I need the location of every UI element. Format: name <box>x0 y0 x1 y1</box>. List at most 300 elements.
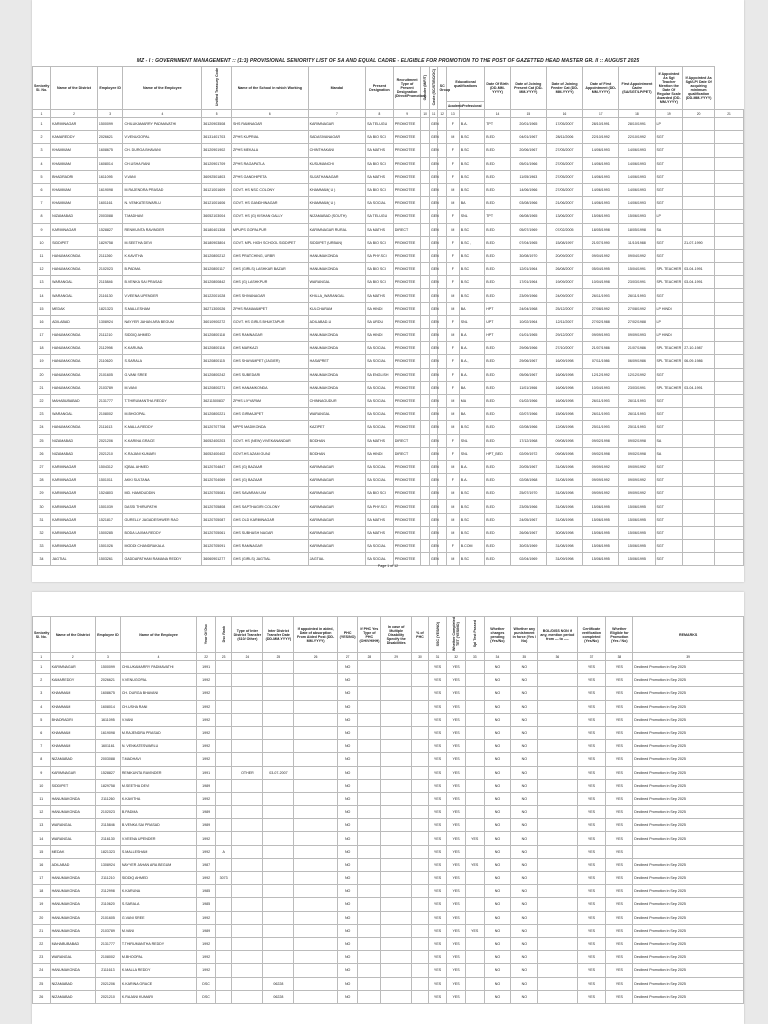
table2-header-cell: REMARKS <box>633 617 744 653</box>
table-cell: V.VEENA UPENDER <box>123 289 202 302</box>
table-cell <box>715 315 744 328</box>
table-cell <box>465 806 484 819</box>
table-cell: 09/02/1998 <box>583 434 619 447</box>
table-cell <box>358 845 381 858</box>
table-cell: PROMOTEE <box>393 368 421 381</box>
table-row <box>33 792 744 805</box>
table-cell: NO <box>511 779 538 792</box>
table-cell <box>438 368 447 381</box>
table-cell: 18/05/1998 <box>583 223 619 236</box>
table-cell: YES <box>606 898 633 911</box>
table-cell: 15/06/1995 <box>619 500 655 513</box>
table-cell: NO <box>511 911 538 924</box>
table-cell: 06228 <box>263 990 294 1003</box>
table-cell: NO <box>484 911 511 924</box>
table-cell: HANUMAKONDA <box>50 872 95 885</box>
table-cell <box>412 977 429 990</box>
table-cell <box>683 447 715 460</box>
table-cell <box>465 845 484 858</box>
table-cell: NO <box>484 924 511 937</box>
table-cell <box>263 924 294 937</box>
table-cell: OTHER <box>232 766 263 779</box>
table-cell: 31/08/1998 <box>546 460 582 473</box>
table-cell: GHS (GIRLS) LASHKAR BAZAR <box>232 263 309 276</box>
table-cell: SGT <box>655 408 683 421</box>
table-cell <box>683 513 715 526</box>
table-cell <box>412 674 429 687</box>
table-cell <box>538 872 577 885</box>
table-cell: NO <box>337 990 358 1003</box>
table1-header-cell: Employee ID <box>97 67 123 110</box>
table-cell <box>232 977 263 990</box>
table-cell <box>438 157 447 170</box>
table-cell <box>715 421 744 434</box>
table-cell: 2026621 <box>96 674 121 687</box>
table-cell: GEN <box>429 289 438 302</box>
table-cell: GEN <box>429 513 438 526</box>
table-cell: 1619098 <box>97 183 123 196</box>
table-cell: NO <box>511 687 538 700</box>
table-cell: 26/11/1993 <box>619 394 655 407</box>
table-cell: YES <box>428 832 447 845</box>
table-row <box>33 753 744 766</box>
table-cell: NO <box>337 885 358 898</box>
table-cell: 1528827 <box>96 766 121 779</box>
table-cell: M <box>446 289 459 302</box>
table-cell <box>715 540 744 553</box>
table-cell: K.KARINA GRACE <box>123 434 202 447</box>
table-cell: TPT <box>485 210 511 223</box>
table-cell: 36121001606 <box>202 197 232 210</box>
table-cell: 1989 <box>197 806 216 819</box>
table-cell: 25/11/1993 <box>619 421 655 434</box>
table-row <box>33 687 744 700</box>
table-cell: GOVT. HS GIRLS BHUKTAPUR <box>232 315 309 328</box>
table-cell: B.SC <box>459 526 485 539</box>
table-cell: YES <box>577 687 606 700</box>
table-cell: NO <box>484 792 511 805</box>
table-cell: SA MATHS <box>366 223 394 236</box>
table-cell: PROMOTEE <box>393 487 421 500</box>
table-cell: WARANGAL <box>50 832 95 845</box>
table-cell: NO <box>511 713 538 726</box>
table2-header-text: Dsc Rank <box>221 625 226 643</box>
table-cell: SA SOCIAL <box>366 474 394 487</box>
table-cell <box>381 951 412 964</box>
table-cell: 15/06/1993 <box>619 210 655 223</box>
table-cell <box>381 885 412 898</box>
table-cell: B.SC <box>459 289 485 302</box>
table-cell: YES <box>428 661 447 674</box>
table-cell: 36120800118 <box>202 329 232 342</box>
table-cell: YES <box>447 832 466 845</box>
table-cell: M <box>446 197 459 210</box>
document-page-2 <box>32 592 744 1024</box>
table2-header-cell: Whether any punishment in force (Yes / No) <box>511 617 538 653</box>
table-cell: N. VENKATESWARLU <box>123 197 202 210</box>
table-cell: 1992 <box>197 674 216 687</box>
table-cell: 03-04-1991 <box>683 381 715 394</box>
table-cell: YES <box>447 713 466 726</box>
table-cell: YES <box>606 885 633 898</box>
table-cell: 02/08/1968 <box>510 474 546 487</box>
table-cell: 33 <box>33 540 51 553</box>
table-row <box>33 434 744 447</box>
table-cell: M <box>446 131 459 144</box>
table-cell: NO <box>337 713 358 726</box>
table-cell: YES <box>577 845 606 858</box>
table-cell: 23/03/1991 <box>619 381 655 394</box>
table-cell: 2111613 <box>96 964 121 977</box>
table1-header-cell: If Appointed As Sgt/LP/ Date Of acquiring minimum qualification (DD-MM-YYYY) <box>683 67 715 110</box>
table-cell: 2021206 <box>97 434 123 447</box>
table-cell <box>538 713 577 726</box>
table-cell <box>465 674 484 687</box>
table-cell <box>538 661 577 674</box>
table-cell <box>421 434 430 447</box>
table-cell: HPT <box>485 302 511 315</box>
table-row <box>33 513 744 526</box>
table-cell <box>683 315 715 328</box>
table-cell <box>381 674 412 687</box>
table-cell: B.A. <box>459 474 485 487</box>
table-cell: B.ED <box>485 421 511 434</box>
table-cell <box>438 421 447 434</box>
table2-header-cell <box>215 617 232 653</box>
table-cell: 1992 <box>197 687 216 700</box>
table-cell <box>381 964 412 977</box>
table-cell: 28 <box>33 474 51 487</box>
table-cell: 09/02/1998 <box>583 447 619 460</box>
table-cell: 26/11/1993 <box>583 394 619 407</box>
table-cell: B.ED <box>485 408 511 421</box>
table-cell: 36120800242 <box>202 368 232 381</box>
table-cell <box>215 661 232 674</box>
table2-column-number: 2 <box>50 653 95 661</box>
table-cell <box>358 977 381 990</box>
table-cell <box>232 753 263 766</box>
table1-column-number: 21 <box>715 110 744 118</box>
table-cell: 09/08/1998 <box>546 434 582 447</box>
table-cell <box>438 394 447 407</box>
table-cell: 6 <box>33 183 51 196</box>
table-cell: MODDI CHANDRAKALA <box>123 540 202 553</box>
table-cell <box>358 819 381 832</box>
table2-column-number: 23 <box>215 653 232 661</box>
table-cell: 09/09/1992 <box>619 474 655 487</box>
table-cell <box>683 183 715 196</box>
table-cell <box>538 779 577 792</box>
table-cell: 1992 <box>197 726 216 739</box>
table-cell: NO <box>511 819 538 832</box>
table-cell: NO <box>511 924 538 937</box>
table-cell: NO <box>511 753 538 766</box>
table-cell: 1991 <box>197 661 216 674</box>
table-cell <box>294 858 337 871</box>
table-cell: 15/06/1995 <box>619 553 655 566</box>
table-cell: 36122001028 <box>202 289 232 302</box>
table-cell <box>683 210 715 223</box>
table-cell <box>465 898 484 911</box>
table-cell: SGT <box>655 500 683 513</box>
table-cell: YES <box>428 990 447 1003</box>
table1-column-number-row <box>33 110 744 118</box>
table-cell: YES <box>577 806 606 819</box>
table-cell <box>465 937 484 950</box>
table-cell: NIZAMABAD <box>51 447 98 460</box>
table-cell <box>412 951 429 964</box>
table-cell: 2101605 <box>97 368 123 381</box>
table-cell: HANUMAKONDA <box>308 329 365 342</box>
table-cell: B.ED <box>485 183 511 196</box>
table-cell: NO <box>337 700 358 713</box>
table-cell: 09/09/1992 <box>619 487 655 500</box>
table-cell: 31 <box>33 513 51 526</box>
table-cell: B.SC <box>459 157 485 170</box>
table-cell: F <box>446 447 459 460</box>
table-cell <box>358 885 381 898</box>
table-cell <box>715 223 744 236</box>
table-cell: YES <box>606 687 633 700</box>
table-cell: 36120705808 <box>202 500 232 513</box>
table-cell: 36060901277 <box>202 553 232 566</box>
table-cell: CHILUKAMARRY PADMAVATHI <box>120 661 196 674</box>
table-cell: YES <box>428 937 447 950</box>
table-cell: 19/09/2007 <box>546 276 582 289</box>
table-cell: NO <box>337 661 358 674</box>
table-cell: NO <box>337 753 358 766</box>
table-row <box>33 911 744 924</box>
table-row <box>33 740 744 753</box>
table2-column-number: 25 <box>263 653 294 661</box>
table-cell <box>263 964 294 977</box>
table-cell: NO <box>511 872 538 885</box>
table-cell: Declined Promotion in Sep 2025 <box>633 806 744 819</box>
table-cell: M <box>446 223 459 236</box>
table-cell <box>358 792 381 805</box>
table-cell: YES <box>465 832 484 845</box>
table-cell: YES <box>606 977 633 990</box>
table-cell: GEN <box>429 434 438 447</box>
table1-column-number: 9 <box>393 110 421 118</box>
table-cell <box>538 792 577 805</box>
table-cell: M <box>446 329 459 342</box>
table2-header-cell <box>447 617 466 653</box>
table-cell: KARIMNAGAR <box>50 766 95 779</box>
table-cell: B.ED <box>485 553 511 566</box>
table-cell: 09/09/1992 <box>583 487 619 500</box>
table-cell: ZPHS LIYYAPAM <box>232 394 309 407</box>
table-cell: 23 <box>33 951 51 964</box>
table-row <box>33 236 744 249</box>
table-cell <box>683 144 715 157</box>
table-cell <box>294 898 337 911</box>
table-cell: B.SC <box>459 553 485 566</box>
table1-header-cell: Date of First Appointment (DD-MM-YYYY) <box>583 67 619 110</box>
table-cell <box>465 885 484 898</box>
table-cell: 24 <box>33 421 51 434</box>
table-cell <box>715 381 744 394</box>
table-cell <box>232 700 263 713</box>
table-cell <box>715 355 744 368</box>
table-cell: YES <box>447 700 466 713</box>
table-cell <box>232 964 263 977</box>
table-cell: 26/11/1993 <box>583 408 619 421</box>
table-cell <box>438 540 447 553</box>
table-cell <box>381 872 412 885</box>
table-cell <box>465 990 484 1003</box>
table-cell: 1611095 <box>96 713 121 726</box>
table-cell: SGT <box>655 144 683 157</box>
table-cell: 27/02/1988 <box>619 315 655 328</box>
table-cell: B.A. <box>459 368 485 381</box>
table-cell <box>715 434 744 447</box>
table-cell: GHS SUBHASH NAGAR <box>232 526 309 539</box>
table-cell: V.VENUGOPAL <box>120 674 196 687</box>
table-cell: YES <box>577 951 606 964</box>
table-cell: YES <box>428 951 447 964</box>
table-cell <box>294 964 337 977</box>
table-cell: GEN <box>429 223 438 236</box>
table2-column-number: 37 <box>577 653 606 661</box>
table-cell: 09/02/1998 <box>619 447 655 460</box>
table-cell: RENIKUNTA RAVINDER <box>120 766 196 779</box>
table-cell <box>421 447 430 460</box>
table-cell: B.ED <box>485 540 511 553</box>
table-cell <box>538 806 577 819</box>
table-cell <box>215 898 232 911</box>
table-cell: M <box>446 394 459 407</box>
table-cell <box>421 263 430 276</box>
table-cell: YES <box>428 753 447 766</box>
table-cell: F <box>446 368 459 381</box>
table-cell: SA ENGLISH <box>366 368 394 381</box>
table-cell: 2108002 <box>96 951 121 964</box>
table-cell: NO <box>511 977 538 990</box>
table-cell: YES <box>606 700 633 713</box>
table-cell: CHINNAGUDUR <box>308 394 365 407</box>
table-cell: 17/12/1968 <box>510 434 546 447</box>
table-cell: 36120800271 <box>202 381 232 394</box>
table-cell: 31/08/1998 <box>546 487 582 500</box>
table-row <box>33 263 744 276</box>
table1-header-cell: Name of the School in which Working <box>232 67 309 110</box>
table-cell <box>412 726 429 739</box>
table-cell: 1501026 <box>97 540 123 553</box>
table-cell <box>215 740 232 753</box>
table-cell <box>421 236 430 249</box>
table2-column-number: 1 <box>33 653 51 661</box>
table-cell: B.ED <box>485 513 511 526</box>
table-cell: YES <box>428 885 447 898</box>
table-cell <box>294 687 337 700</box>
table1-column-number: 14 <box>485 110 511 118</box>
table-cell <box>438 249 447 262</box>
table-cell <box>412 990 429 1003</box>
table-cell: YES <box>447 964 466 977</box>
table-cell: 36052103004 <box>202 210 232 223</box>
table-row <box>33 394 744 407</box>
table-cell: YES <box>606 726 633 739</box>
table-cell: YES <box>577 832 606 845</box>
table-cell: M <box>446 553 459 566</box>
table-row <box>33 661 744 674</box>
table-cell: HANUMAKONDA <box>50 885 95 898</box>
table-cell: 23/05/1966 <box>510 500 546 513</box>
table-cell: 1821323 <box>96 845 121 858</box>
table-cell: B.A. <box>459 118 485 131</box>
table-cell: YES <box>606 951 633 964</box>
table-cell <box>381 740 412 753</box>
table-cell <box>683 329 715 342</box>
table-cell: NO <box>511 990 538 1003</box>
table-cell <box>294 674 337 687</box>
table-cell: KARIMNAGAR <box>51 223 98 236</box>
table-cell <box>715 526 744 539</box>
table-cell: SNL <box>459 315 485 328</box>
table-cell: 13/06/2007 <box>546 210 582 223</box>
table-cell: KARIMNAGAR <box>51 526 98 539</box>
table-cell: 06/08/1965 <box>510 210 546 223</box>
table-cell: SGT <box>655 183 683 196</box>
table-cell: S.SARALA <box>120 898 196 911</box>
table-cell <box>683 460 715 473</box>
table-cell: NO <box>511 858 538 871</box>
table-cell: 09/09/1992 <box>583 460 619 473</box>
table-cell <box>421 355 430 368</box>
table-cell: 27/08/1992 <box>583 302 619 315</box>
table-cell: YES <box>428 674 447 687</box>
table-cell <box>263 740 294 753</box>
table-cell: B.SC <box>459 223 485 236</box>
table2-header-cell: Whether Eligible for Promotion (Yes / No) <box>606 617 633 653</box>
table-cell: GOVT. HS (G) KISHAN GALLY <box>232 210 309 223</box>
table-row <box>33 368 744 381</box>
table-cell: B.ED <box>485 170 511 183</box>
table-cell: 09/04/1992 <box>583 249 619 262</box>
table-cell <box>381 713 412 726</box>
table-cell: BA <box>459 408 485 421</box>
table-cell: 10/04/1993 <box>583 381 619 394</box>
table-cell: 22 <box>33 937 51 950</box>
table-cell <box>683 500 715 513</box>
table-cell: NO <box>337 674 358 687</box>
table-cell: YES <box>428 740 447 753</box>
table-cell: YES <box>577 792 606 805</box>
table-cell: K.KARUNA <box>120 885 196 898</box>
table-cell: YES <box>606 858 633 871</box>
table-cell: B.SC <box>459 131 485 144</box>
table-cell: SGT <box>655 289 683 302</box>
table-row <box>33 223 744 236</box>
table-cell: NO <box>337 964 358 977</box>
table-cell: YES <box>577 858 606 871</box>
table-cell <box>421 460 430 473</box>
table-cell: 1500099 <box>96 661 121 674</box>
table-cell: GHS SUBEDARI <box>232 368 309 381</box>
table-row <box>33 540 744 553</box>
table-cell: V.VANI <box>123 170 202 183</box>
table-cell: 5 <box>33 170 51 183</box>
table-cell: KARIMNAGAR <box>308 526 365 539</box>
table-cell: YES <box>606 792 633 805</box>
table-cell: 1608014 <box>96 700 121 713</box>
table-cell <box>412 753 429 766</box>
table-cell: 09/04/1992 <box>619 249 655 262</box>
table-cell: 25/07/1970 <box>510 487 546 500</box>
table-cell: KAMAREDDY <box>50 674 95 687</box>
table-cell <box>294 911 337 924</box>
